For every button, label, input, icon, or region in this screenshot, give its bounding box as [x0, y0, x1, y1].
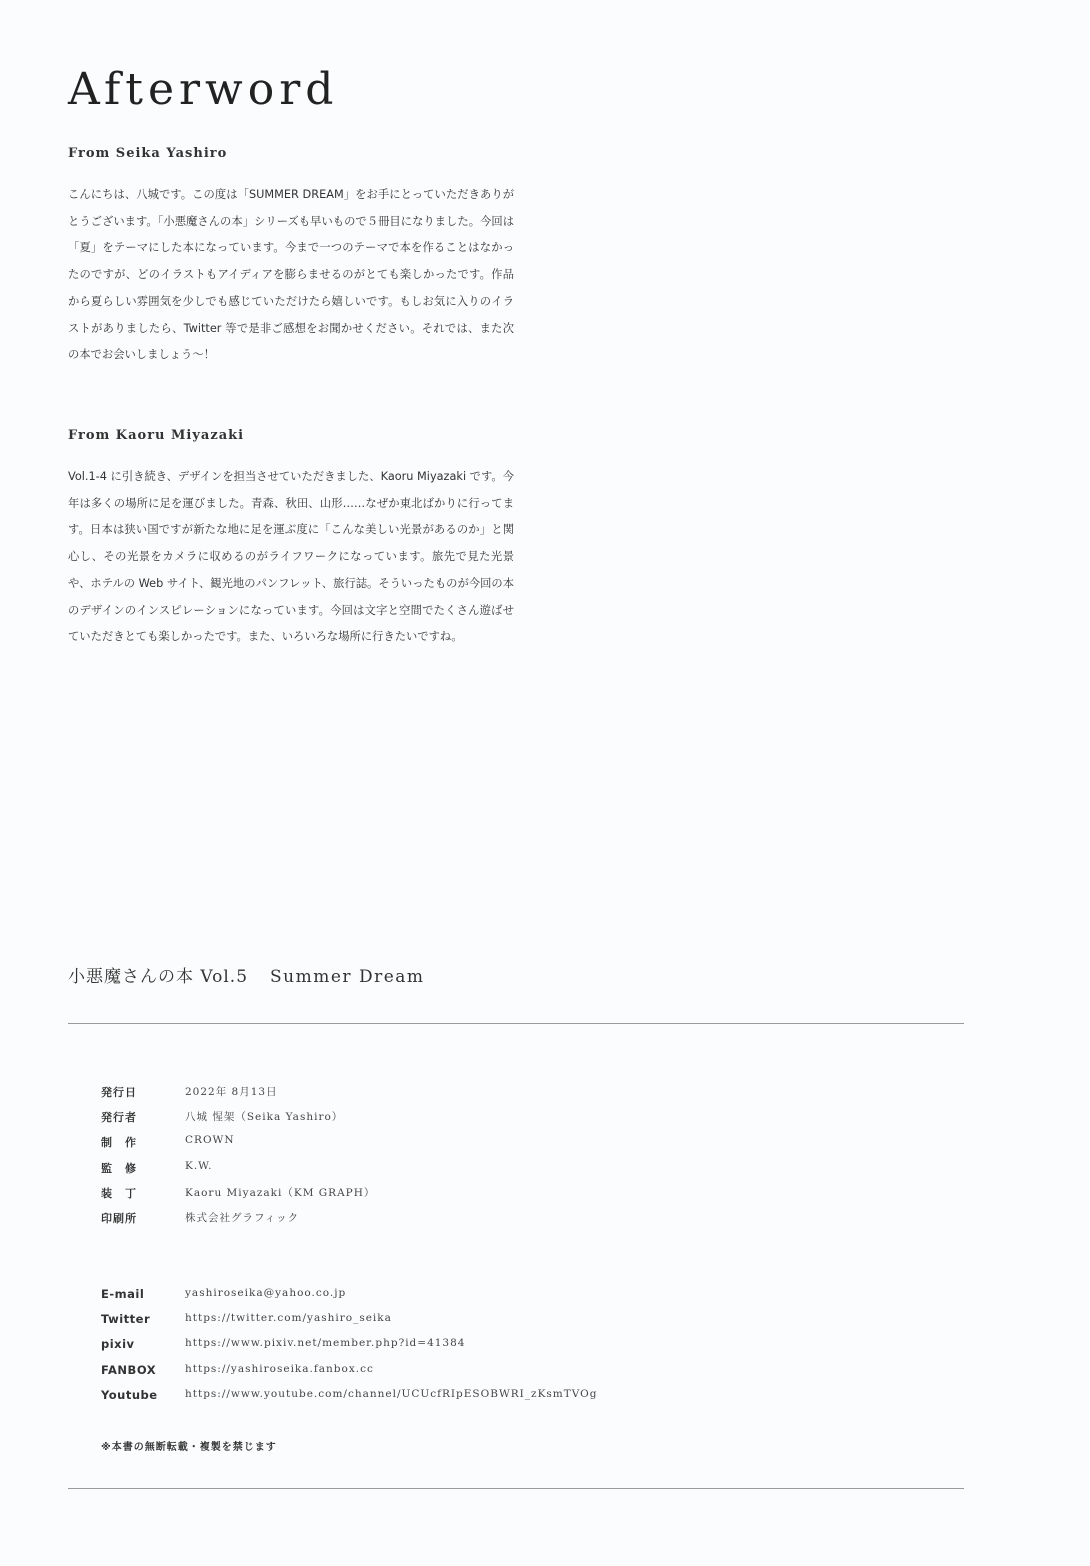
- twitter-link[interactable]: https://twitter.com/yashiro_seika: [185, 1312, 392, 1325]
- colophon-value: CROWN: [185, 1134, 235, 1147]
- book-subtitle: Summer Dream: [270, 967, 425, 987]
- copyright-notice: ※本書の無断転載・複製を禁じます: [101, 1442, 277, 1453]
- youtube-link[interactable]: https://www.youtube.com/channel/UCUcfRIpESOBWRI_zKsmTVOg: [185, 1387, 598, 1400]
- pixiv-link[interactable]: https://www.pixiv.net/member.php?id=41384: [185, 1337, 466, 1350]
- fanbox-link[interactable]: https://yashiroseika.fanbox.cc: [185, 1362, 374, 1375]
- colophon-label: 発行者: [101, 1111, 137, 1125]
- colophon-label: 制 作: [101, 1136, 137, 1150]
- colophon-value: 株式会社グラフィック: [185, 1211, 300, 1224]
- colophon-label: 印刷所: [101, 1211, 137, 1225]
- colophon-value: K.W.: [185, 1159, 213, 1172]
- book-title-main: 小悪魔さんの本 Vol.5: [68, 967, 249, 987]
- divider-bottom: [68, 1488, 964, 1489]
- section-heading-seika: From Seika Yashiro: [68, 146, 228, 161]
- colophon-value: 八城 惺架（Seika Yashiro）: [185, 1111, 344, 1124]
- section-body-kaoru: Vol.1-4 に引き続き、デザインを担当させていただきました、Kaoru Miyazaki です。今年は多くの場所に足を運びました。青森、秋田、山形……なぜか東北ばかりに行ってます。日本は狭い国ですが新たな地に足を運ぶ度に「こんな美しい光景があるのか」と関心し、その光景をカメラに収めるのがライフワークになっています。旅先で見た光景や、ホテルの Web サイト、観光地のパンフレット、旅行誌。そういったものが今回の本のデザインのインスピレーションになっています。今回は文字と空間でたくさん遊ばせていただきとても楽しかったです。また、いろいろな場所に行きたいですね。: [68, 470, 514, 644]
- section-body-seika: こんにちは、八城です。この度は「SUMMER DREAM」をお手にとっていただきありがとうございます。「小悪魔さんの本」シリーズも早いもので５冊目になりました。今回は「夏」をテーマにした本になっています。今まで一つのテーマで本を作ることはなかったのですが、どのイラストもアイディアを膨らませるのがとても楽しかったです。作品から夏らしい雰囲気を少しでも感じていただけたら嬉しいです。もしお気に入りのイラストがありましたら、Twitter 等で是非ご感想をお聞かせください。それでは、また次の本でお会いしましょう〜！: [68, 188, 514, 362]
- colophon-value: Kaoru Miyazaki（KM GRAPH）: [185, 1186, 376, 1199]
- contact-label: Twitter: [101, 1312, 151, 1327]
- email-link[interactable]: yashiroseika@yahoo.co.jp: [185, 1287, 347, 1299]
- divider-top: [68, 1023, 964, 1024]
- colophon-value: 2022年 8月13日: [185, 1086, 278, 1098]
- book-title: [68, 962, 425, 987]
- section-heading-kaoru: From Kaoru Miyazaki: [68, 428, 245, 443]
- colophon-label: 発行日: [101, 1086, 137, 1099]
- contact-label: E-mail: [101, 1287, 145, 1301]
- colophon-label: 装 丁: [101, 1186, 137, 1200]
- contact-label: pixiv: [101, 1337, 135, 1352]
- contact-label: Youtube: [101, 1387, 158, 1402]
- contact-label: FANBOX: [101, 1362, 157, 1377]
- colophon-label: 監 修: [101, 1161, 137, 1175]
- page-title: Afterword: [68, 64, 339, 115]
